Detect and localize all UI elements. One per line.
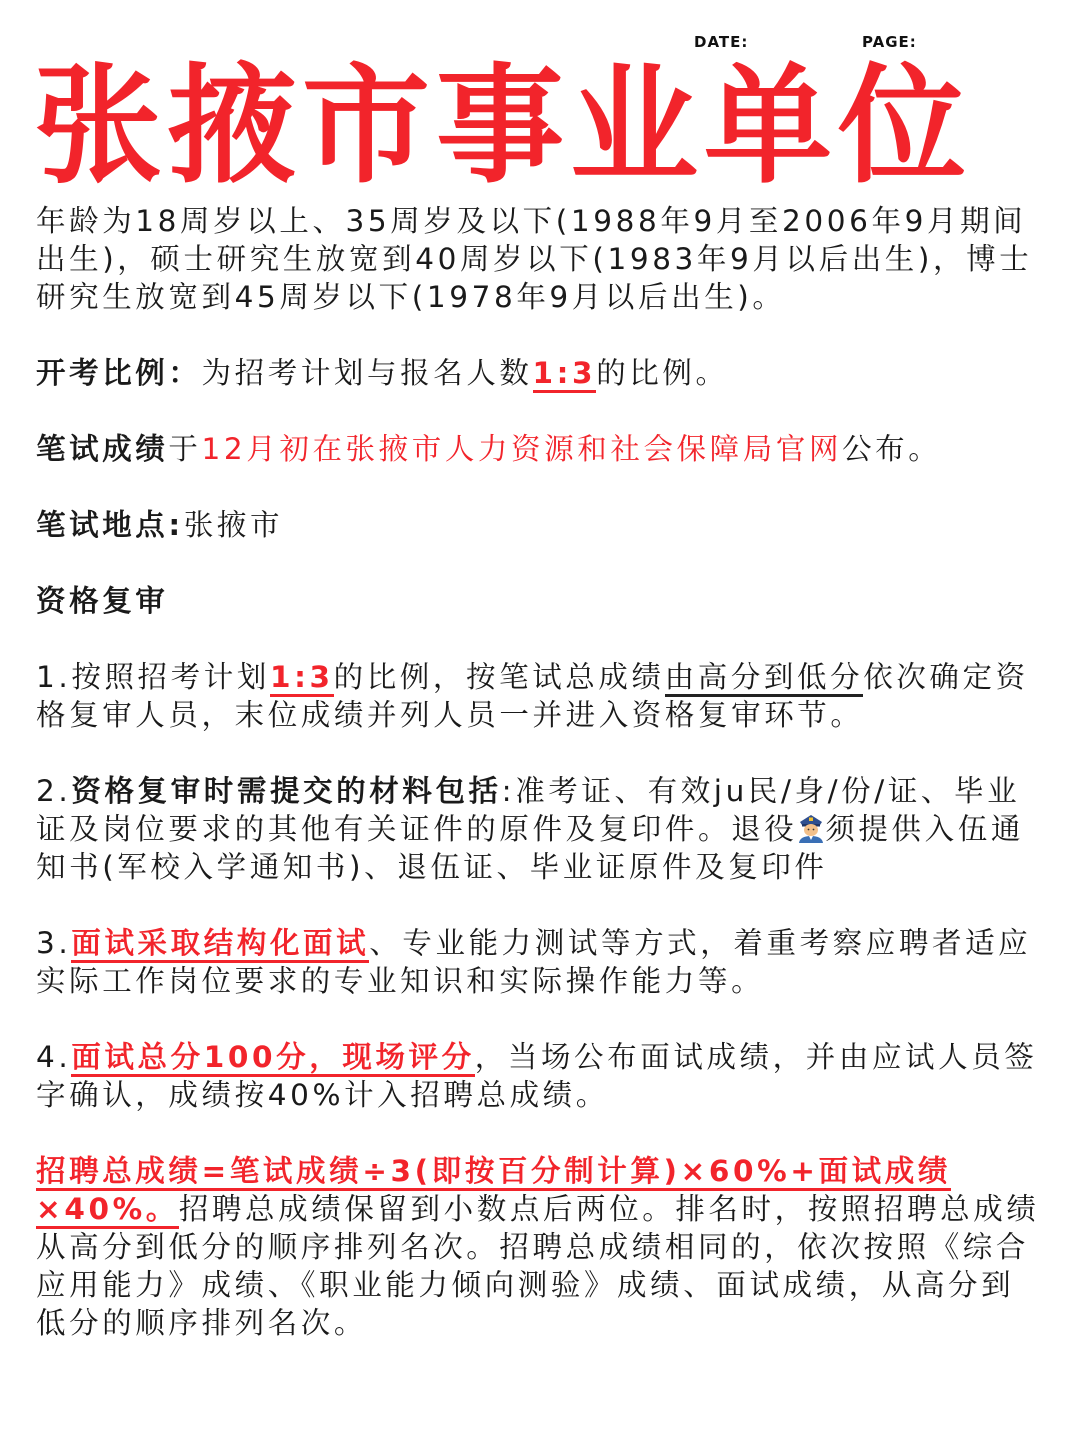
page-title: 张掖市事业单位 xyxy=(34,52,973,201)
item3-text: 、专业能力测试等方式，着重考察应聘者适应实际工作岗位要求的专业知识和实际操作能力等。 xyxy=(36,926,1032,998)
item2-text: :准考证、有效ju民/身/份/证、毕业证及岗位要求的其他有关证件的原件及复印件。退役 xyxy=(36,774,1021,846)
review-item-4 xyxy=(36,1038,1046,1114)
review-heading: 资格复审 xyxy=(36,584,169,618)
total-formula: 招聘总成绩=笔试成绩÷3(即按百分制计算)×60%+面试成绩×40%。 xyxy=(36,1154,951,1229)
item1-underline: 由高分到低分 xyxy=(665,660,864,697)
written-score-text-after: 公布。 xyxy=(842,432,942,466)
item4-text: ，当场公布面试成绩，并由应试人员签字确认，成绩按40%计入招聘总成绩。 xyxy=(36,1040,1038,1112)
total-score-paragraph xyxy=(36,1152,1046,1342)
item2-bold: 资格复审时需提交的材料包括 xyxy=(71,774,502,808)
item4-highlight: 面试总分100分，现场评分 xyxy=(71,1040,474,1077)
ratio-paragraph xyxy=(36,354,1046,392)
total-text: 招聘总成绩保留到小数点后两位。排名时，按照招聘总成绩从高分到低分的顺序排列名次。招聘总成绩相同的，依次按照《综合应用能力》成绩、《职业能力倾向测验》成绩、面试成绩，从高分到低分的顺序排列名次。 xyxy=(36,1192,1040,1340)
item2-text2: 须提供入伍通知书(军校入学通知书)、退伍证、毕业证原件及复印件 xyxy=(36,812,1024,884)
ratio-text-after: 的比例。 xyxy=(596,356,729,390)
item1-mid: 的比例，按笔试总成绩 xyxy=(333,660,665,694)
written-location-value: 张掖市 xyxy=(183,508,284,542)
page-label: PAGE: xyxy=(862,33,917,51)
written-score-paragraph xyxy=(36,430,1046,468)
written-score-highlight: 12月初在张掖市人力资源和社会保障局官网 xyxy=(201,432,843,466)
item3-highlight: 面试采取结构化面试 xyxy=(71,926,369,963)
item1-ratio: 1:3 xyxy=(270,660,334,697)
age-paragraph xyxy=(36,202,1046,316)
item3-prefix: 3. xyxy=(36,926,72,960)
item1-prefix: 1.按照招考计划 xyxy=(36,660,270,694)
age-text: 年龄为18周岁以上、35周岁及以下(1988年9月至2006年9月期间出生)，硕士研究生放宽到40周岁以下(1983年9月以后出生)，博士研究生放宽到45周岁以下(1978年9月以后出生)。 xyxy=(36,204,1033,314)
ratio-label: 开考比例： xyxy=(36,356,202,390)
police-officer-icon xyxy=(797,813,825,843)
written-score-label: 笔试成绩 xyxy=(36,432,169,466)
review-item-1 xyxy=(36,658,1046,734)
review-item-3 xyxy=(36,924,1046,1000)
document-body xyxy=(36,202,1046,1380)
ratio-text-before: 为招考计划与报名人数 xyxy=(201,356,533,390)
written-location-label: 笔试地点: xyxy=(36,508,184,542)
date-label: DATE: xyxy=(694,33,749,51)
written-location-paragraph xyxy=(36,506,1046,544)
item2-prefix: 2. xyxy=(36,774,72,808)
review-item-2 xyxy=(36,772,1046,886)
item1-suffix: 依次确定资格复审人员，末位成绩并列人员一并进入资格复审环节。 xyxy=(36,660,1029,732)
written-score-text-before: 于 xyxy=(168,432,202,466)
ratio-highlight: 1:3 xyxy=(533,356,597,393)
item4-prefix: 4. xyxy=(36,1040,72,1074)
